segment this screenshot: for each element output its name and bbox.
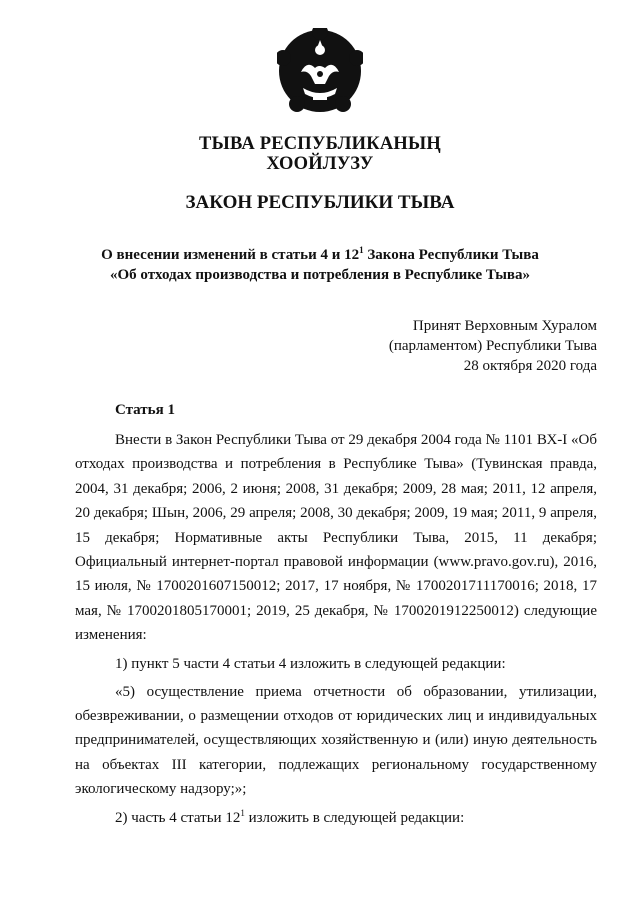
header-line2: ХООЙЛУЗУ — [266, 154, 374, 174]
amendment-quote: «5) осуществление приема отчетности об образовании, утилизации, обезвреживании, о размещении отходов от юридических лиц и индивидуальных предпринимателей, осуществляющих хозяйственную и (или) иную деятельность на объектах III категории, подлежащих региональному государственному экологическому надзору;»; — [75, 683, 597, 798]
document-body — [75, 400, 597, 828]
subtitle-text-a: О внесении изменений в статьи 4 и 12 — [101, 247, 360, 263]
header-line1: ТЫВА РЕСПУБЛИКАНЫҢ — [199, 134, 441, 154]
subtitle-line1 — [0, 245, 640, 265]
adoption-date: 28 октября 2020 года — [463, 358, 597, 374]
law-subtitle — [0, 245, 640, 285]
article-title: Статья 1 — [115, 402, 175, 418]
subtitle-superscript: 1 — [359, 245, 364, 255]
adoption-line2: (парламентом) Республики Тыва — [388, 338, 597, 354]
emblem-seal-icon — [277, 28, 363, 114]
subtitle-line2: «Об отходах производства и потребления в Республике Тыва» — [109, 267, 531, 283]
amendment-item-1: 1) пункт 5 части 4 статьи 4 изложить в следующей редакции: — [115, 655, 506, 672]
item2-superscript: 1 — [240, 807, 245, 818]
item2-text-a: 2) часть 4 статьи 12 — [115, 809, 241, 826]
law-title: ЗАКОН РЕСПУБЛИКИ ТЫВА — [185, 192, 455, 213]
adoption-line1: Принят Верховным Хуралом — [412, 318, 597, 334]
subtitle-text-b: Закона Республики Тыва — [363, 247, 539, 263]
item2-text-b: изложить в следующей редакции: — [244, 809, 465, 826]
header-tyva — [0, 134, 640, 174]
adoption-note — [389, 316, 597, 376]
amendment-item-2 — [75, 808, 597, 828]
article-intro: Внести в Закон Республики Тыва от 29 декабря 2004 года № 1101 ВХ-I «Об отходах производства и потребления в Республике Тыва» (Тувинская правда, 2004, 31 декабря; 2006, 2 июня; 2008, 31 декабря; 2009, 28 мая; 2011, 12 апреля, 20 декабря; Шын, 2006, 29 апреля; 2008, 30 декабря; 2009, 19 мая; 2011, 9 апреля, 15 декабря; Нормативные акты Республики Тыва, 2015, 11 декабря; Официальный интернет-портал правовой информации (www.pravo.gov.ru), 2016, 15 июля, № 1700201607150012; 2017, 17 ноября, № 1700201711170016; 2018, 17 мая, № 1700201805170001; 2019, 25 декабря, № 1700201912250012) следующие изменения: — [75, 432, 597, 644]
republic-emblem — [277, 28, 363, 114]
